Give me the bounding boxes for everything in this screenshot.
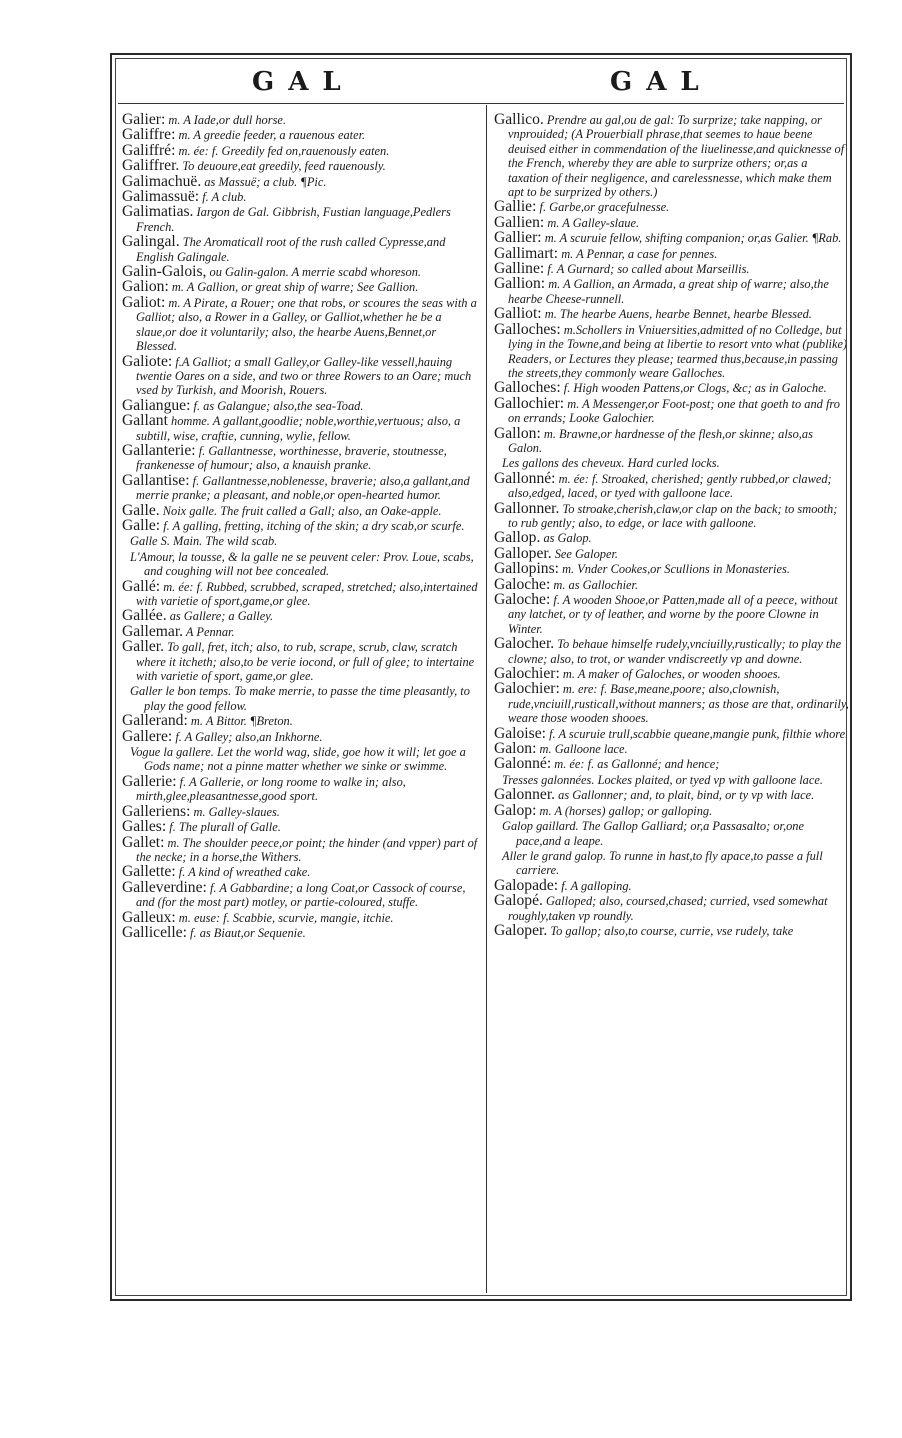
dictionary-entry: Gallée. as Gallere; a Galley. [122, 607, 274, 625]
dictionary-entry: Galonné: m. ée: f. as Gallonné; and hence; [494, 755, 720, 773]
dictionary-entry: Gallie: f. Garbe,or gracefulnesse. [494, 198, 670, 216]
dictionary-entry: Galoche: m. as Gallochier. [494, 575, 639, 593]
dictionary-entry: Gallant homme. A gallant,goodlie; noble,worthie,vertuous; also, a subtill, wise, craftie, cunning, wylie, fellow. [122, 412, 461, 443]
dictionary-entry: Galloches: m.Schollers in Vniuersities,admitted of no Colledge, but lying in the Towne,and being at libertie to resort vnto what (publike) Readers, or Lectures they please; tearmed thus,because,in passing the streets,they commonly weare Galloches. [494, 320, 848, 380]
dictionary-entry: Galingal. The Aromaticall root of the rush called Cypresse,and English Galingale. [122, 233, 446, 264]
dictionary-entry: Galler le bon temps. To make merrie, to passe the time pleasantly, to play the good fellow. [130, 684, 470, 713]
dictionary-entry: Galimassuë: f. A club. [122, 188, 247, 206]
dictionary-entry: Galiangue: f. as Galangue; also,the sea-Toad. [122, 396, 364, 414]
dictionary-entry: Galiffrer. To deuoure,eat greedily, feed rauenously. [122, 157, 386, 175]
dictionary-entry: Gallanterie: f. Gallantnesse, worthinesse, braverie, stoutnesse, frankenesse of humour; also, a knauish pranke. [122, 441, 447, 473]
dictionary-entry: Gallemar. A Pennar. [122, 622, 235, 640]
dictionary-entry: Galion: m. A Gallion, or great ship of warre; See Gallion. [122, 278, 419, 296]
dictionary-entry: Galloper. See Galoper. [494, 544, 619, 562]
dictionary-entry: Galonner. as Gallonner; and, to plait, bind, or ty vp with lace. [494, 786, 815, 804]
dictionary-entry: Galiote: f.A Galliot; a small Galley,or Galley-like vessell,hauing twentie Oares on a side, and two or three Rowers to an Oare; much vsed by Turkish, and Moorish, Rouers. [122, 352, 472, 398]
header-rule [118, 103, 844, 104]
dictionary-entry: Galliot: m. The hearbe Auens, hearbe Bennet, hearbe Blessed. [494, 305, 812, 323]
dictionary-entry: Galleverdine: f. A Gabbardine; a long Coat,or Cassock of course, and (for the most part) motley, or partie-coloured, stuffe. [122, 878, 466, 910]
header-right: GAL [610, 67, 713, 97]
dictionary-entry: Gallochier: m. A Messenger,or Foot-post; one that goeth to and fro on errands; Looke Galochier. [494, 394, 840, 426]
dictionary-entry: Tresses galonnées. Lockes plaited, or tyed vp with galloone lace. [502, 772, 823, 787]
dictionary-entry: Galles: f. The plurall of Galle. [122, 818, 281, 836]
dictionary-entry: Gallé: m. ée: f. Rubbed, scrubbed, scraped, stretched; also,intertained with varietie of sport,game,or glee. [122, 577, 478, 608]
dictionary-entry: Gallion: m. A Gallion, an Armada, a great ship of warre; also,the hearbe Cheese-runnell. [494, 275, 829, 306]
dictionary-entry: Gallicelle: f. as Biaut,or Sequenie. [122, 923, 306, 941]
dictionary-entry: Galoise: f. A scuruie trull,scabbie queane,mangie punk, filthie whore. [494, 724, 849, 742]
dictionary-entry: Gallette: f. A kind of wreathed cake. [122, 863, 311, 881]
dictionary-entry: Galier: m. A Iade,or dull horse. [122, 113, 286, 128]
dictionary-entry: Vogue la gallere. Let the world wag, slide, goe how it will; let goe a Gods name; not a pinne matter whether we sinke or swimme. [130, 745, 466, 774]
dictionary-entry: Galimachuë. as Massuë; a club. ¶Pic. [122, 172, 327, 190]
column-divider [486, 105, 487, 1293]
dictionary-entry: Galler. To gall, fret, itch; also, to rub, scrape, scrub, claw, scratch where it itcheth; also,to be verie iocond, or full of glee; to intertaine with varietie of sport, game,or glee. [122, 638, 475, 684]
left-column [122, 113, 478, 1293]
dictionary-entry: Galop: m. A (horses) gallop; or galloping. [494, 801, 713, 819]
dictionary-entry: Galopade: f. A galloping. [494, 876, 632, 894]
dictionary-entry: Gallere: f. A Galley; also,an Inkhorne. [122, 727, 323, 745]
dictionary-entry: Aller le grand galop. To runne in hast,to fly apace,to passe a full carriere. [502, 848, 823, 878]
dictionary-entry: Gallonner. To stroake,cherish,claw,or clap on the back; to smooth; to rub gently; also, to edge, or lace with galloone. [494, 499, 838, 530]
right-column [494, 113, 850, 1293]
dictionary-entry: Galoper. To gallop; also,to course, currie, vse rudely, take [494, 921, 794, 939]
dictionary-entry: Gallerie: f. A Gallerie, or long roome to walke in; also, mirth,glee,pleasantnesse,good sport. [122, 772, 406, 804]
dictionary-entry: Gallonné: m. ée: f. Stroaked, cherished; gently rubbed,or clawed; also,edged, laced, or tyed with galloone lace. [494, 469, 832, 501]
dictionary-entry: Gallopins: m. Vnder Cookes,or Scullions in Monasteries. [494, 560, 790, 578]
dictionary-entry: Gallier: m. A scuruie fellow, shifting companion; or,as Galier. ¶Rab. [494, 229, 842, 247]
dictionary-entry: Gallerand: m. A Bittor. ¶Breton. [122, 712, 293, 730]
page-frame [110, 53, 852, 1301]
dictionary-entry: Gallico. Prendre au gal,ou de gal: To surprize; take napping, or vnprouided; (A Prouerbiall phrase,that seemes to haue beene deuised either in commendation of the liuelinesse,and quicknesse of the French, whereby they are able to surprize others; or,as a taxation of their negligence, and carelessnesse, which make them apt to be surprized by others.) [494, 113, 845, 200]
dictionary-entry: Gallon: m. Brawne,or hardnesse of the flesh,or skinne; also,as Galon. [494, 424, 813, 455]
dictionary-entry: Galle: f. A galling, fretting, itching of the skin; a dry scab,or scurfe. [122, 516, 465, 534]
dictionary-entry: Galle. Noix galle. The fruit called a Gall; also, an Oake-apple. [122, 501, 442, 519]
dictionary-entry: Galiot: m. A Pirate, a Rouer; one that robs, or scoures the seas with a Galliot; also, a Rower in a Galley, or Galliot,whether he be a slaue,or doe it voluntarily; also, the hearbe Auens,Bennet,or Blessed. [122, 293, 477, 354]
dictionary-entry: Galon: m. Galloone lace. [494, 740, 628, 758]
dictionary-entry: Gallien: m. A Galley-slaue. [494, 213, 640, 231]
dictionary-entry: Galloches: f. High wooden Pattens,or Clogs, &c; as in Galoche. [494, 379, 827, 397]
dictionary-entry: Gallimart: m. A Pennar, a case for pennes. [494, 244, 718, 262]
dictionary-entry: Galiffré: m. ée: f. Greedily fed on,rauenously eaten. [122, 141, 390, 159]
dictionary-entry: Galoche: f. A wooden Shooe,or Patten,made all of a peece, without any latchet, or ty of leather, and worne by the poore Clowne in Winter. [494, 591, 838, 636]
dictionary-entry: Galle S. Main. The wild scab. [130, 534, 278, 549]
dictionary-entry: Galimatias. Iargon de Gal. Gibbrish, Fustian language,Pedlers French. [122, 203, 451, 234]
dictionary-entry: Galin-Galois, ou Galin-galon. A merrie scabd whoreson. [122, 263, 421, 281]
dictionary-entry: Galop gaillard. The Gallop Galliard; or,a Passasalto; or,one pace,and a leape. [502, 819, 804, 848]
dictionary-entry: Gallantise: f. Gallantnesse,noblenesse, braverie; also,a gallant,and merrie pranke; a pleasant, and noble,or open-hearted humor. [122, 471, 470, 503]
dictionary-entry: Galiffre: m. A greedie feeder, a rauenous eater. [122, 126, 366, 144]
dictionary-entry: Galline: f. A Gurnard; so called about Marseillis. [494, 260, 750, 278]
dictionary-entry: Galleux: m. euse: f. Scabbie, scurvie, mangie, itchie. [122, 908, 394, 926]
dictionary-entry: Galochier: m. A maker of Galoches, or wooden shooes. [494, 665, 781, 683]
dictionary-entry: Galopé. Galloped; also, coursed,chased; curried, vsed somewhat roughly,taken vp roundly. [494, 892, 828, 923]
dictionary-entry: Les gallons des cheveux. Hard curled locks. [502, 456, 720, 471]
dictionary-entry: Galocher. To behaue himselfe rudely,vnciuilly,rustically; to play the clowne; also, to trot, or wander vndiscreetly vp and downe. [494, 635, 842, 666]
header-left: GAL [252, 67, 355, 97]
dictionary-entry: Galochier: m. ere: f. Base,meane,poore; also,clownish, rude,vnciuill,rusticall,without manners; as those are that, ordinarily, weare those wooden shooes. [494, 680, 849, 726]
dictionary-entry: Gallop. as Galop. [494, 529, 592, 547]
dictionary-entry: L'Amour, la tousse, & la galle ne se peuvent celer: Prov. Loue, scabs, and coughing will not bee concealed. [130, 549, 474, 579]
dictionary-entry: Gallet: m. The shoulder peece,or point; the hinder (and vpper) part of the necke; in a horse,the Withers. [122, 833, 478, 864]
dictionary-entry: Galleriens: m. Galley-slaues. [122, 802, 280, 820]
running-headers [112, 63, 850, 107]
